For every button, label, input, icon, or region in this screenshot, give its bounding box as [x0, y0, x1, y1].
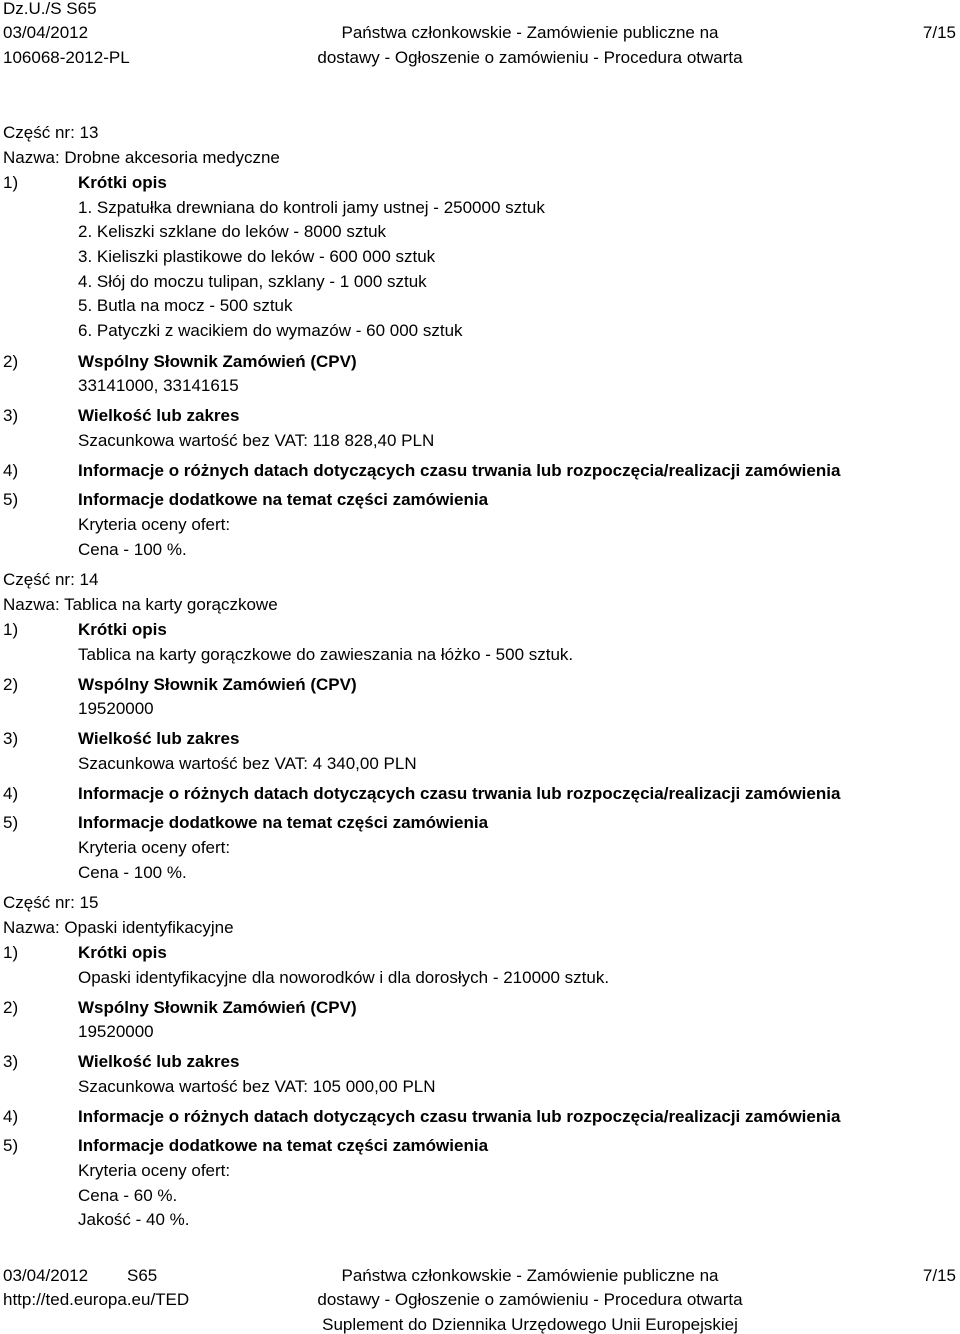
description-line: 4. Słój do moczu tulipan, szklany - 1 000 sztuk [78, 272, 427, 291]
part-name: Nazwa: Tablica na karty gorączkowe [3, 595, 278, 614]
header-page-number: 7/15 [922, 23, 956, 42]
criteria-item: Cena - 100 %. [78, 540, 187, 559]
criteria-label: Kryteria oceny ofert: [78, 838, 231, 857]
estimated-value: Szacunkowa wartość bez VAT: 4 340,00 PLN [78, 754, 417, 773]
section-2-number: 2) [3, 352, 19, 371]
section-3-number: 3) [3, 729, 19, 748]
section-3-title: Wielkość lub zakres [78, 1052, 240, 1071]
header-title-line2: dostawy - Ogłoszenie o zamówieniu - Procedura otwarta [317, 48, 743, 67]
section-4-title: Informacje o różnych datach dotyczących czasu trwania lub rozpoczęcia/realizacji zamówienia [78, 461, 841, 480]
estimated-value: Szacunkowa wartość bez VAT: 118 828,40 PLN [78, 431, 435, 450]
section-3-title: Wielkość lub zakres [78, 406, 240, 425]
footer-page-number: 7/15 [922, 1266, 956, 1285]
section-4-number: 4) [3, 461, 19, 480]
description-line: 6. Patyczki z wacikiem do wymazów - 60 000 sztuk [78, 321, 463, 340]
section-2-title: Wspólny Słownik Zamówień (CPV) [78, 675, 357, 694]
section-5-number: 5) [3, 1136, 19, 1155]
section-5-title: Informacje dodatkowe na temat części zamówienia [78, 813, 489, 832]
section-4-number: 4) [3, 1107, 19, 1126]
section-1-title: Krótki opis [78, 173, 167, 192]
criteria-item: Cena - 60 %. [78, 1186, 178, 1205]
header-journal-ref: Dz.U./S S65 [3, 0, 97, 18]
section-1-number: 1) [3, 943, 19, 962]
section-4-number: 4) [3, 784, 19, 803]
part-name: Nazwa: Drobne akcesoria medyczne [3, 148, 280, 167]
section-2-number: 2) [3, 675, 19, 694]
section-1-number: 1) [3, 173, 19, 192]
criteria-item: Jakość - 40 %. [78, 1210, 190, 1229]
section-5-number: 5) [3, 490, 19, 509]
section-1-title: Krótki opis [78, 943, 167, 962]
cpv-codes: 19520000 [78, 699, 154, 718]
footer-ted-link[interactable]: http://ted.europa.eu/TED [3, 1290, 190, 1309]
description-line: 3. Kieliszki plastikowe do leków - 600 000 sztuk [78, 247, 436, 266]
section-1-title: Krótki opis [78, 620, 167, 639]
footer-date: 03/04/2012 [3, 1266, 89, 1285]
criteria-item: Cena - 100 %. [78, 863, 187, 882]
cpv-codes: 19520000 [78, 1022, 154, 1041]
section-5-title: Informacje dodatkowe na temat części zamówienia [78, 490, 489, 509]
section-3-number: 3) [3, 406, 19, 425]
footer-title-line2: dostawy - Ogłoszenie o zamówieniu - Procedura otwarta [317, 1290, 743, 1309]
section-2-number: 2) [3, 998, 19, 1017]
criteria-label: Kryteria oceny ofert: [78, 515, 231, 534]
section-5-number: 5) [3, 813, 19, 832]
part-number: Część nr: 14 [3, 570, 99, 589]
header-date: 03/04/2012 [3, 23, 89, 42]
section-5-title: Informacje dodatkowe na temat części zamówienia [78, 1136, 489, 1155]
estimated-value: Szacunkowa wartość bez VAT: 105 000,00 PLN [78, 1077, 436, 1096]
section-3-number: 3) [3, 1052, 19, 1071]
header-notice-id: 106068-2012-PL [3, 48, 130, 67]
criteria-label: Kryteria oceny ofert: [78, 1161, 231, 1180]
footer-title-line1: Państwa członkowskie - Zamówienie publiczne na [341, 1266, 719, 1285]
section-4-title: Informacje o różnych datach dotyczących czasu trwania lub rozpoczęcia/realizacji zamówienia [78, 784, 841, 803]
description-line: 1. Szpatułka drewniana do kontroli jamy ustnej - 250000 sztuk [78, 198, 545, 217]
description-line: Tablica na karty gorączkowe do zawieszania na łóżko - 500 sztuk. [78, 645, 574, 664]
section-2-title: Wspólny Słownik Zamówień (CPV) [78, 352, 357, 371]
part-number: Część nr: 15 [3, 893, 99, 912]
footer-supplement: Suplement do Dziennika Urzędowego Unii Europejskiej [322, 1315, 738, 1334]
description-line: Opaski identyfikacyjne dla noworodków i dla dorosłych - 210000 sztuk. [78, 968, 610, 987]
header-title-line1: Państwa członkowskie - Zamówienie publiczne na [341, 23, 719, 42]
section-1-number: 1) [3, 620, 19, 639]
cpv-codes: 33141000, 33141615 [78, 376, 239, 395]
part-number: Część nr: 13 [3, 123, 99, 142]
description-line: 5. Butla na mocz - 500 sztuk [78, 296, 293, 315]
description-line: 2. Keliszki szklane do leków - 8000 sztuk [78, 222, 387, 241]
footer-code: S65 [127, 1266, 158, 1285]
section-3-title: Wielkość lub zakres [78, 729, 240, 748]
section-4-title: Informacje o różnych datach dotyczących czasu trwania lub rozpoczęcia/realizacji zamówienia [78, 1107, 841, 1126]
part-name: Nazwa: Opaski identyfikacyjne [3, 918, 234, 937]
section-2-title: Wspólny Słownik Zamówień (CPV) [78, 998, 357, 1017]
